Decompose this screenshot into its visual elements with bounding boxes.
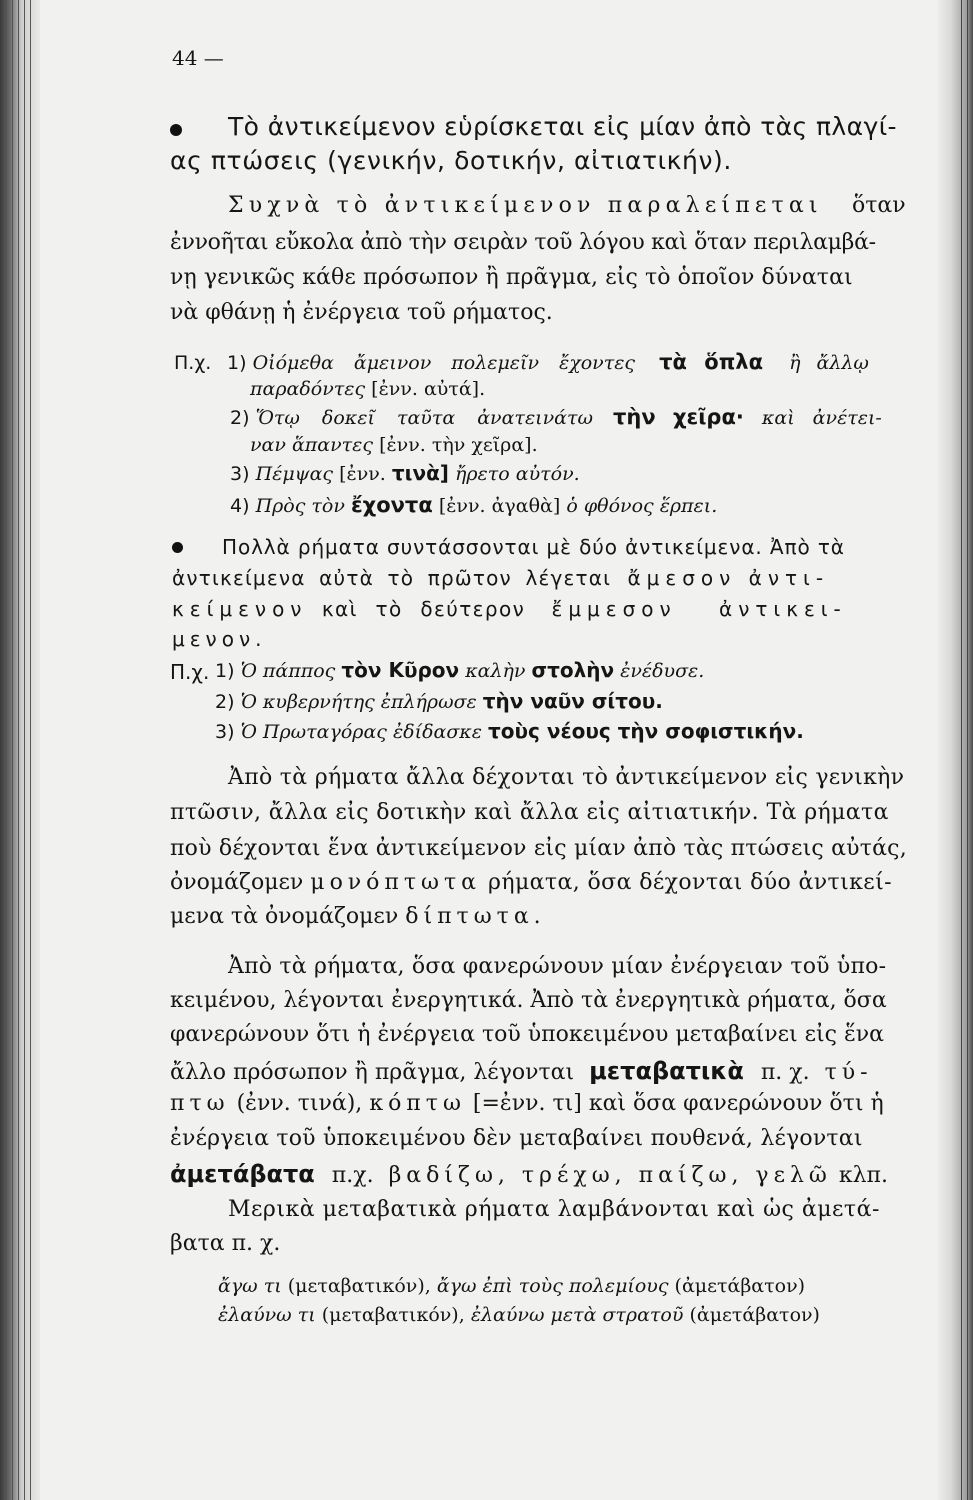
para4-line3: ποὺ δέχονται ἕνα ἀντικείμενον εἰς μίαν ἀπὸ τὰς πτώσεις αὐτάς, xyxy=(170,836,907,861)
para4-line5: μενα τὰ ὀνομάζομεν δίπτωτα. xyxy=(170,904,546,929)
para5-line6: ἐνέργεια τοῦ ὑποκειμένου δὲν μεταβαίνει πουθενά, λέγονται xyxy=(170,1126,863,1151)
para5-line2: κειμένου, λέγονται ἐνεργητικά. Ἀπὸ τὰ ἐνεργητικὰ ρήματα, ὅσα xyxy=(170,988,887,1013)
para2-line1-end: ὅταν xyxy=(852,193,906,218)
para3-line1: Πολλὰ ρήματα συντάσσονται μὲ δύο ἀντικείμενα. Ἀπὸ τὰ xyxy=(222,535,845,559)
example-label-2: Π.χ. xyxy=(170,660,210,684)
bullet-marker xyxy=(170,124,182,136)
para3-line3: κείμενον καὶ τὸ δεύτερον ἔμμεσον ἀντικει- xyxy=(172,597,847,621)
example-3: 3) Πέμψας [ἐνν. τινὰ] ἤρετο αὐτόν. xyxy=(230,461,580,485)
example2-2: 2) Ὁ κυβερνήτης ἐπλήρωσε τὴν ναῦν σίτου. xyxy=(215,689,663,713)
example-label: Π.χ. xyxy=(174,352,212,374)
example-1-cont: παραδόντες [ἐνν. αὐτά]. xyxy=(250,378,486,400)
para3-line4: μενον. xyxy=(172,627,267,651)
para5-line7: ἀμετάβατα π.χ. βαδίζω, τρέχω, παίζω, γελῶ κλπ. xyxy=(170,1160,889,1188)
para1-line1: Τὸ ἀντικείμενον εὑρίσκεται εἰς μίαν ἀπὸ τὰς πλαγί- xyxy=(228,112,897,141)
example-2: 2) Ὅτῳ δοκεῖ ταῦτα ἀνατεινάτω τὴν χεῖρα· καὶ ἀνέτει- xyxy=(230,405,882,429)
para5-line3: φανερώνουν ὅτι ἡ ἐνέργεια τοῦ ὑποκειμένου μεταβαίνει εἰς ἕνα xyxy=(170,1022,885,1047)
para6-line1: Μερικὰ μεταβατικὰ ρήματα λαμβάνονται καὶ ὡς ἀμετά- xyxy=(228,1197,880,1222)
example-2-cont: ναν ἅπαντες [ἐνν. τὴν χεῖρα]. xyxy=(250,434,538,456)
bullet-marker-2 xyxy=(172,542,183,553)
para5-line5: πτω (ἐνν. τινά), κόπτω [=ἐνν. τι] καὶ ὅσα φανερώνουν ὅτι ἡ xyxy=(170,1091,884,1116)
example3-row1: ἄγω τι (μεταβατικόν), ἄγω ἐπὶ τοὺς πολεμίους (ἀμετάβατον) xyxy=(218,1275,806,1297)
para5-line1: Ἀπὸ τὰ ρήματα, ὅσα φανερώνουν μίαν ἐνέργειαν τοῦ ὑπο- xyxy=(228,954,887,979)
para4-line2: πτῶσιν, ἄλλα εἰς δοτικὴν καὶ ἄλλα εἰς αἰτιατικήν. Τὰ ρήματα xyxy=(170,800,889,825)
example-1: 1) Οἰόμεθα ἄμεινον πολεμεῖν ἔχοντες τὰ ὅπλα ἢ ἄλλῳ xyxy=(227,350,869,374)
para2-line2: ἐννοῆται εὔκολα ἀπὸ τὴν σειρὰν τοῦ λόγου καὶ ὅταν περιλαμβά- xyxy=(170,230,876,255)
example2-3: 3) Ὁ Πρωταγόρας ἐδίδασκε τοὺς νέους τὴν σοφιστικήν. xyxy=(215,719,804,743)
para5-line4: ἄλλο πρόσωπον ἢ πρᾶγμα, λέγονται μεταβατικὰ π. χ. τύ- xyxy=(170,1057,873,1085)
para2-line3: νῃ γενικῶς κάθε πρόσωπον ἢ πρᾶγμα, εἰς τὸ ὁποῖον δύναται xyxy=(170,265,853,290)
para4-line1: Ἀπὸ τὰ ρήματα ἄλλα δέχονται τὸ ἀντικείμενον εἰς γενικὴν xyxy=(228,765,905,790)
example-4: 4) Πρὸς τὸν ἔχοντα [ἐνν. ἀγαθὰ] ὁ φθόνος ἕρπει. xyxy=(230,493,718,517)
para3-line2: ἀντικείμενα αὐτὰ τὸ πρῶτον λέγεται ἄμεσον ἀντι- xyxy=(172,566,830,590)
book-edge-left xyxy=(0,0,40,1500)
para1-line2: ας πτώσεις (γενικήν, δοτικήν, αἰτιατικήν). xyxy=(170,146,732,175)
book-edge-right xyxy=(937,0,973,1500)
para4-line4: ὀνομάζομεν μονόπτωτα ρήματα, ὅσα δέχονται δύο ἀντικεί- xyxy=(170,870,892,895)
page-number: 44 — xyxy=(172,46,224,70)
example2-1: 1) Ὁ πάππος τὸν Κῦρον καλὴν στολὴν ἐνέδυσε. xyxy=(215,658,705,682)
para2-spaced-text: Συχνὰ τὸ ἀντικείμενον παραλείπεται xyxy=(228,193,823,218)
para6-line2: βατα π. χ. xyxy=(170,1231,281,1256)
example3-row2: ἐλαύνω τι (μεταβατικόν), ἐλαύνω μετὰ στρατοῦ (ἀμετάβατον) xyxy=(218,1304,820,1326)
para2-line4: νὰ φθάνῃ ἡ ἐνέργεια τοῦ ρήματος. xyxy=(170,300,553,325)
